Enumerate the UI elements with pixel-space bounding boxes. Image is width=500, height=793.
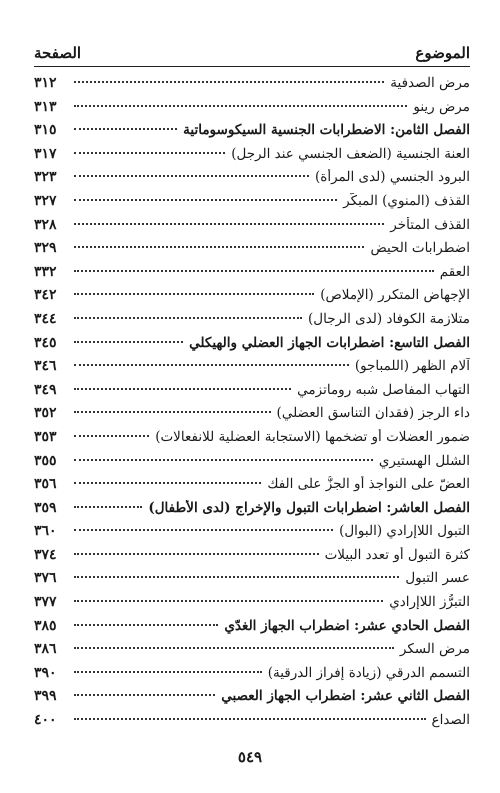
dot-leader: [74, 293, 314, 295]
toc-entry: [34, 240, 470, 264]
toc-entry-page: ٣٢٧: [34, 192, 57, 209]
toc-entry-page: ٣٨٦: [34, 641, 57, 658]
page-column-heading: الصفحة: [34, 44, 82, 62]
toc-entry: [34, 665, 470, 689]
toc-entry-title: كثرة التبول أو تعدد البيلات: [324, 546, 470, 563]
toc-entry: [34, 358, 470, 382]
dot-leader: [74, 647, 394, 649]
toc-entry-title: التهاب المفاصل شبه روماتزمي: [297, 381, 470, 398]
toc-entry-title: ضمور العضلات أو تضخمها (الاستجابة العضلية للانفعالات): [155, 428, 470, 445]
toc-entry: [34, 311, 470, 335]
toc-entry-title: القذف (المنوي) المبكّر: [343, 192, 470, 209]
dot-leader: [74, 317, 302, 319]
dot-leader: [74, 270, 434, 272]
toc-entry: [34, 169, 470, 193]
toc-entry-title: العضّ على النواجذ أو الجزُّ على الفك: [267, 476, 470, 493]
toc-entry-title: مرض السكر: [399, 641, 470, 658]
toc-entry-title: الشلل الهستيري: [378, 452, 470, 469]
header-rule: [34, 66, 470, 67]
toc-chapter-entry: [34, 618, 470, 642]
toc-entry: [34, 264, 470, 288]
toc-chapter-entry: [34, 122, 470, 146]
toc-entry: [34, 146, 470, 170]
toc-entry: [34, 405, 470, 429]
toc-entry-title: العنة الجنسية (الضعف الجنسي عند الرجل): [231, 145, 470, 162]
toc-entry: [34, 382, 470, 406]
dot-leader: [74, 223, 384, 225]
toc-entry-page: ٣٤٥: [34, 334, 57, 351]
toc-entry-title: التسمم الدرقي (زيادة إفراز الدرقية): [267, 664, 470, 681]
toc-entry: [34, 429, 470, 453]
toc-entry-title: الفصل الثامن: الاضطرابات الجنسية السيكوسوماتية: [183, 122, 470, 139]
dot-leader: [74, 600, 383, 602]
dot-leader: [74, 411, 271, 413]
dot-leader: [74, 576, 399, 578]
dot-leader: [74, 81, 384, 83]
toc-entry-title: اضطرابات الحيض: [370, 240, 470, 257]
dot-leader: [74, 388, 291, 390]
dot-leader: [74, 128, 177, 130]
toc-entry-page: ٣٨٥: [34, 617, 57, 634]
page-number: ٥٤٩: [237, 748, 263, 766]
toc-entry: [34, 712, 470, 736]
toc-entry-page: ٣٥٢: [34, 405, 57, 422]
toc-entry-page: ٣٩٩: [34, 688, 57, 705]
dot-leader: [74, 529, 333, 531]
toc-entry-title: الفصل التاسع: اضطرابات الجهاز العضلي والهيكلي: [189, 334, 470, 351]
toc-entry-title: آلام الظهر (اللمباجو): [354, 358, 470, 375]
toc-entry-title: العقم: [439, 263, 470, 280]
toc-entry: [34, 217, 470, 241]
toc-chapter-entry: [34, 335, 470, 359]
dot-leader: [74, 175, 309, 177]
toc-entry: [34, 75, 470, 99]
toc-entry-title: التبرُّز اللاإرادي: [389, 594, 470, 611]
toc-entry-page: ٣٣٢: [34, 263, 57, 280]
dot-leader: [74, 435, 149, 437]
toc-entry-title: متلازمة الكوفاد (لدى الرجال): [308, 310, 470, 327]
toc-entry-title: عسر التبول: [405, 570, 470, 587]
dot-leader: [74, 506, 142, 508]
toc-entry: [34, 641, 470, 665]
toc-entry-title: مرض الصدفية: [390, 75, 470, 91]
toc-entry-page: ٣٢٣: [34, 169, 57, 186]
toc-entry-page: ٣٦٠: [34, 523, 57, 540]
toc-entry-title: الفصل العاشر: اضطرابات التبول والإخراج (لدى الأطفال): [148, 499, 470, 516]
dot-leader: [74, 671, 262, 673]
toc-entry-title: داء الرجز (فقدان التناسق العضلي): [276, 405, 470, 422]
toc-entry-page: ٣٧٦: [34, 570, 57, 587]
dot-leader: [74, 364, 349, 366]
dot-leader: [74, 105, 407, 107]
toc-entry-page: ٣٥٩: [34, 499, 57, 516]
toc-entry-page: ٣٢٩: [34, 240, 57, 257]
dot-leader: [74, 694, 215, 696]
toc-entry: [34, 523, 470, 547]
toc-entry-title: التبول اللاإرادي (البوال): [339, 523, 470, 540]
toc-entry-page: ٤٠٠: [34, 712, 57, 729]
toc-entry: [34, 594, 470, 618]
toc-entry-title: القذف المتأخر: [390, 216, 470, 233]
toc-entry-page: ٣٧٤: [34, 546, 57, 563]
toc-entry-page: ٣١٣: [34, 98, 57, 115]
toc-entry-title: الفصل الثاني عشر: اضطراب الجهاز العصبي: [221, 688, 470, 705]
toc-entry-title: مرض رينو: [413, 98, 470, 115]
toc-entry: [34, 99, 470, 123]
toc-entry-page: ٣١٢: [34, 75, 57, 91]
toc-entry-page: ٣٤٢: [34, 287, 57, 304]
toc-entry-title: البرود الجنسي (لدى المرأة): [315, 169, 470, 186]
toc-entry-page: ٣٢٨: [34, 216, 57, 233]
toc-entry-page: ٣٩٠: [34, 664, 57, 681]
toc-entry: [34, 547, 470, 571]
toc-entry-title: الصداع: [431, 712, 470, 729]
toc-chapter-entry: [34, 688, 470, 712]
toc-entry-title: الإجهاض المتكرر (الإملاص): [320, 287, 470, 304]
toc-entry-page: ٣٤٦: [34, 358, 57, 375]
toc-entry-page: ٣٤٩: [34, 381, 57, 398]
toc-entry-page: ٣٤٤: [34, 310, 57, 327]
toc-entry: [34, 287, 470, 311]
toc-entry-page: ٣١٧: [34, 145, 57, 162]
toc-entry: [34, 476, 470, 500]
toc-entry-title: الفصل الحادي عشر: اضطراب الجهاز الغدّي: [224, 617, 470, 634]
toc-list: [34, 75, 470, 736]
dot-leader: [74, 553, 319, 555]
dot-leader: [74, 199, 337, 201]
toc-entry-page: ٣٥٥: [34, 452, 57, 469]
toc-page: [34, 36, 470, 736]
dot-leader: [74, 459, 373, 461]
topic-column-heading: الموضوع: [415, 44, 470, 62]
dot-leader: [74, 482, 261, 484]
dot-leader: [74, 341, 183, 343]
dot-leader: [74, 718, 426, 720]
dot-leader: [74, 624, 218, 626]
toc-header: [34, 36, 470, 62]
toc-entry-page: ٣٥٦: [34, 476, 57, 493]
dot-leader: [74, 246, 364, 248]
toc-entry-page: ٣٥٣: [34, 428, 57, 445]
toc-entry: [34, 453, 470, 477]
toc-entry: [34, 570, 470, 594]
dot-leader: [74, 152, 225, 154]
toc-entry-page: ٣٧٧: [34, 594, 57, 611]
toc-chapter-entry: [34, 500, 470, 524]
toc-entry-page: ٣١٥: [34, 122, 57, 139]
toc-entry: [34, 193, 470, 217]
